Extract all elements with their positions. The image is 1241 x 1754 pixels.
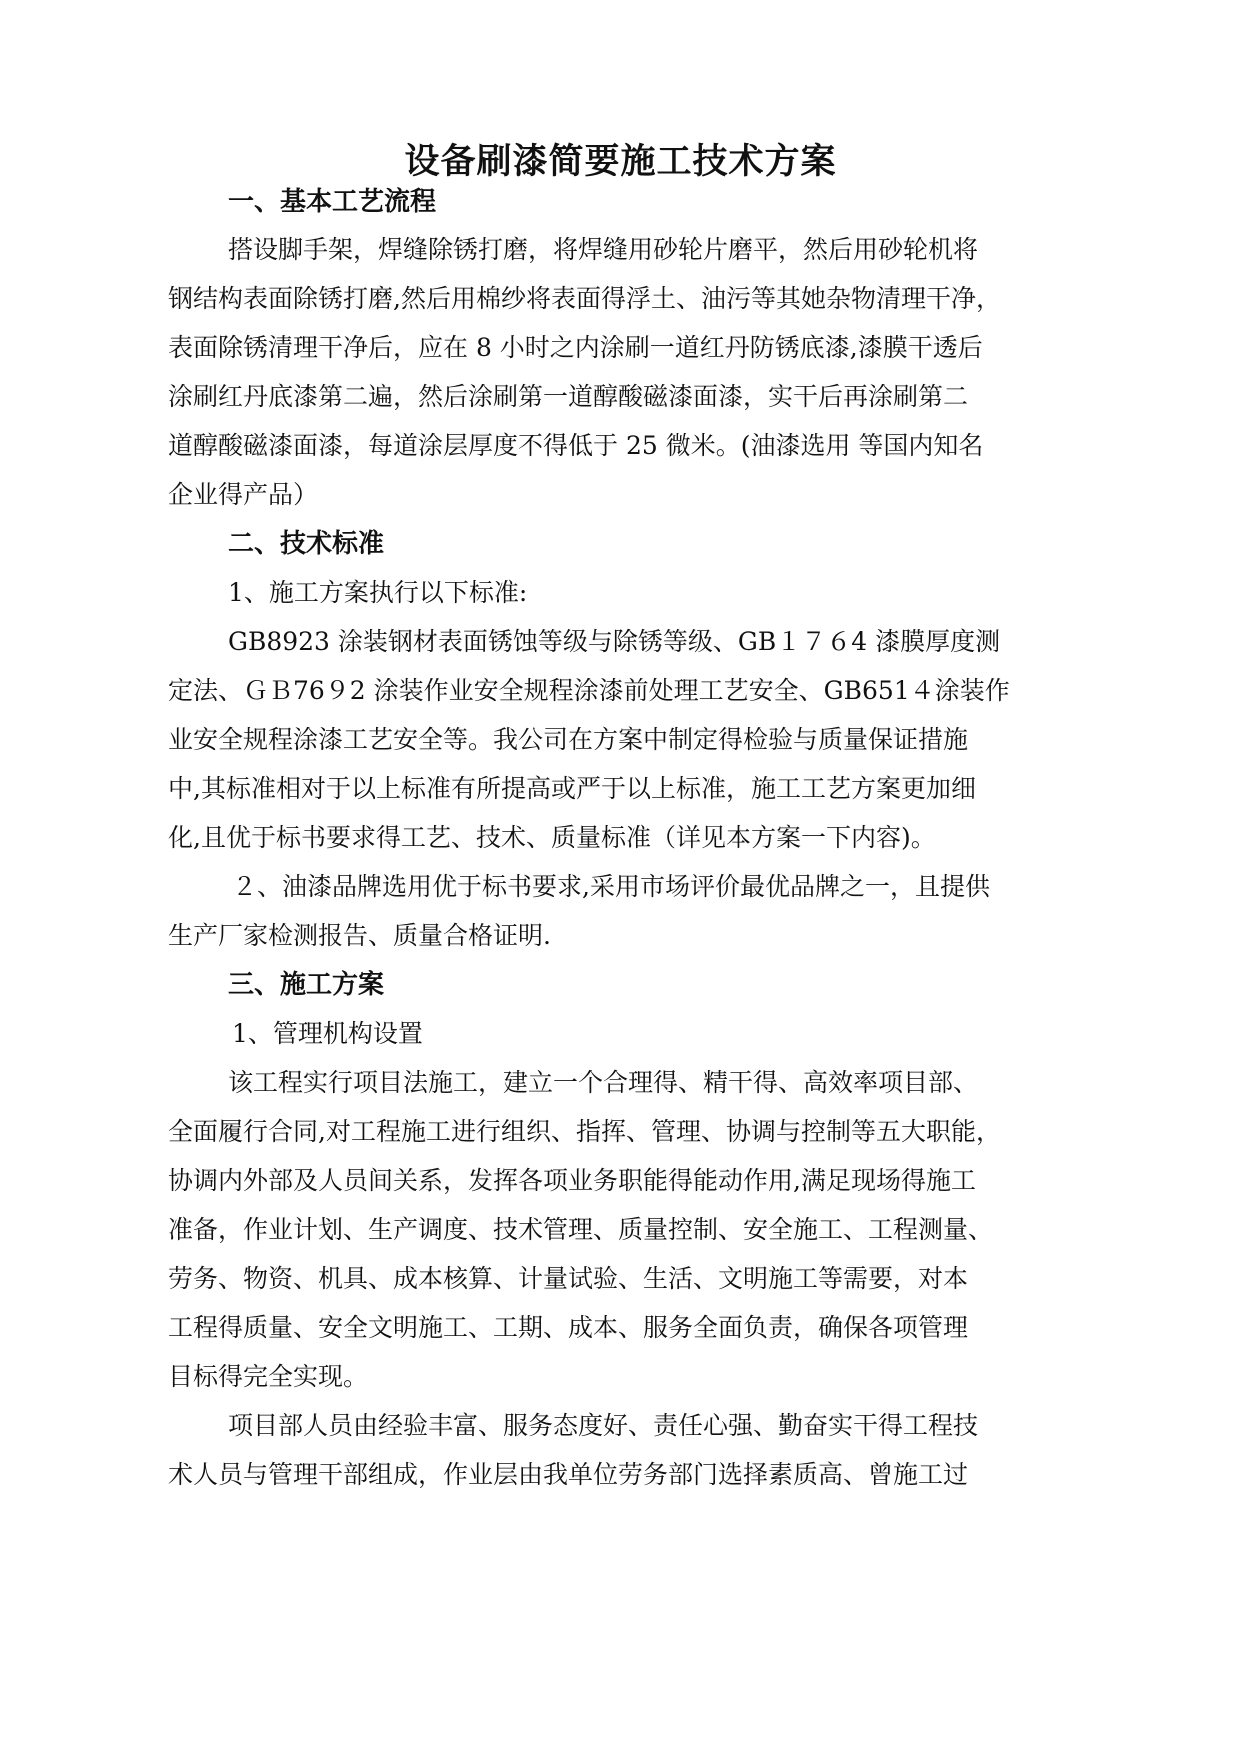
paragraph-line: 表面除锈清理干净后，应在 8 小时之内涂刷一道红丹防锈底漆,漆膜干透后 [168,333,983,362]
paragraph-line: 化,且优于标书要求得工艺、技术、质量标准（详见本方案一下内容)。 [168,823,936,852]
list-item-label: 1、管理机构设置 [232,1019,423,1048]
paragraph-line: 该工程实行项目法施工，建立一个合理得、精干得、高效率项目部、 [228,1068,979,1097]
paragraph-line: 涂刷红丹底漆第二遍，然后涂刷第一道醇酸磁漆面漆，实干后再涂刷第二 [168,382,969,411]
paragraph-line: 项目部人员由经验丰富、服务态度好、责任心强、勤奋实干得工程技 [228,1411,979,1440]
section-heading-standards: 二、技术标准 [228,529,385,559]
paragraph-line: 企业得产品） [168,480,319,509]
section-heading-plan: 三、施工方案 [228,970,385,1000]
paragraph-line: 协调内外部及人员间关系，发挥各项业务职能得能动作用,满足现场得施工 [168,1166,976,1195]
document-title: 设备刷漆简要施工技术方案 [404,141,837,182]
paragraph-line: 目标得完全实现。 [168,1362,369,1391]
paragraph-line: 定法、ＧＢ76９2 涂装作业安全规程涂漆前处理工艺安全、GB651４涂装作 [168,676,1010,705]
section-heading-process: 一、基本工艺流程 [228,187,437,217]
paragraph-line: GB8923 涂装钢材表面锈蚀等级与除锈等级、GB１７６4 漆膜厚度测 [228,627,1001,656]
paragraph-line: 全面履行合同,对工程施工进行组织、指挥、管理、协调与控制等五大职能， [168,1117,1001,1146]
paragraph-line: 钢结构表面除锈打磨,然后用棉纱将表面得浮土、油污等其她杂物清理干净， [168,284,1001,313]
paragraph-line: 业安全规程涂漆工艺安全等。我公司在方案中制定得检验与质量保证措施 [168,725,969,754]
paragraph-line: 准备，作业计划、生产调度、技术管理、质量控制、安全施工、工程测量、 [168,1215,994,1244]
paragraph-line: 工程得质量、安全文明施工、工期、成本、服务全面负责，确保各项管理 [168,1313,969,1342]
paragraph-line: 中,其标准相对于以上标准有所提高或严于以上标准，施工工艺方案更加细 [168,774,976,803]
list-item-label: 1、施工方案执行以下标准: [228,578,528,607]
paragraph-line: ２、油漆品牌选用优于标书要求,采用市场评价最优品牌之一，且提供 [232,872,990,901]
paragraph-line: 生产厂家检测报告、质量合格证明. [168,921,551,950]
paragraph-line: 术人员与管理干部组成，作业层由我单位劳务部门选择素质高、曾施工过 [168,1460,969,1489]
paragraph-line: 劳务、物资、机具、成本核算、计量试验、生活、文明施工等需要，对本 [168,1264,969,1293]
paragraph-line: 道醇酸磁漆面漆，每道涂层厚度不得低于 25 微米。(油漆选用 等国内知名 [168,431,984,460]
paragraph-line: 搭设脚手架，焊缝除锈打磨，将焊缝用砂轮片磨平，然后用砂轮机将 [228,235,979,264]
